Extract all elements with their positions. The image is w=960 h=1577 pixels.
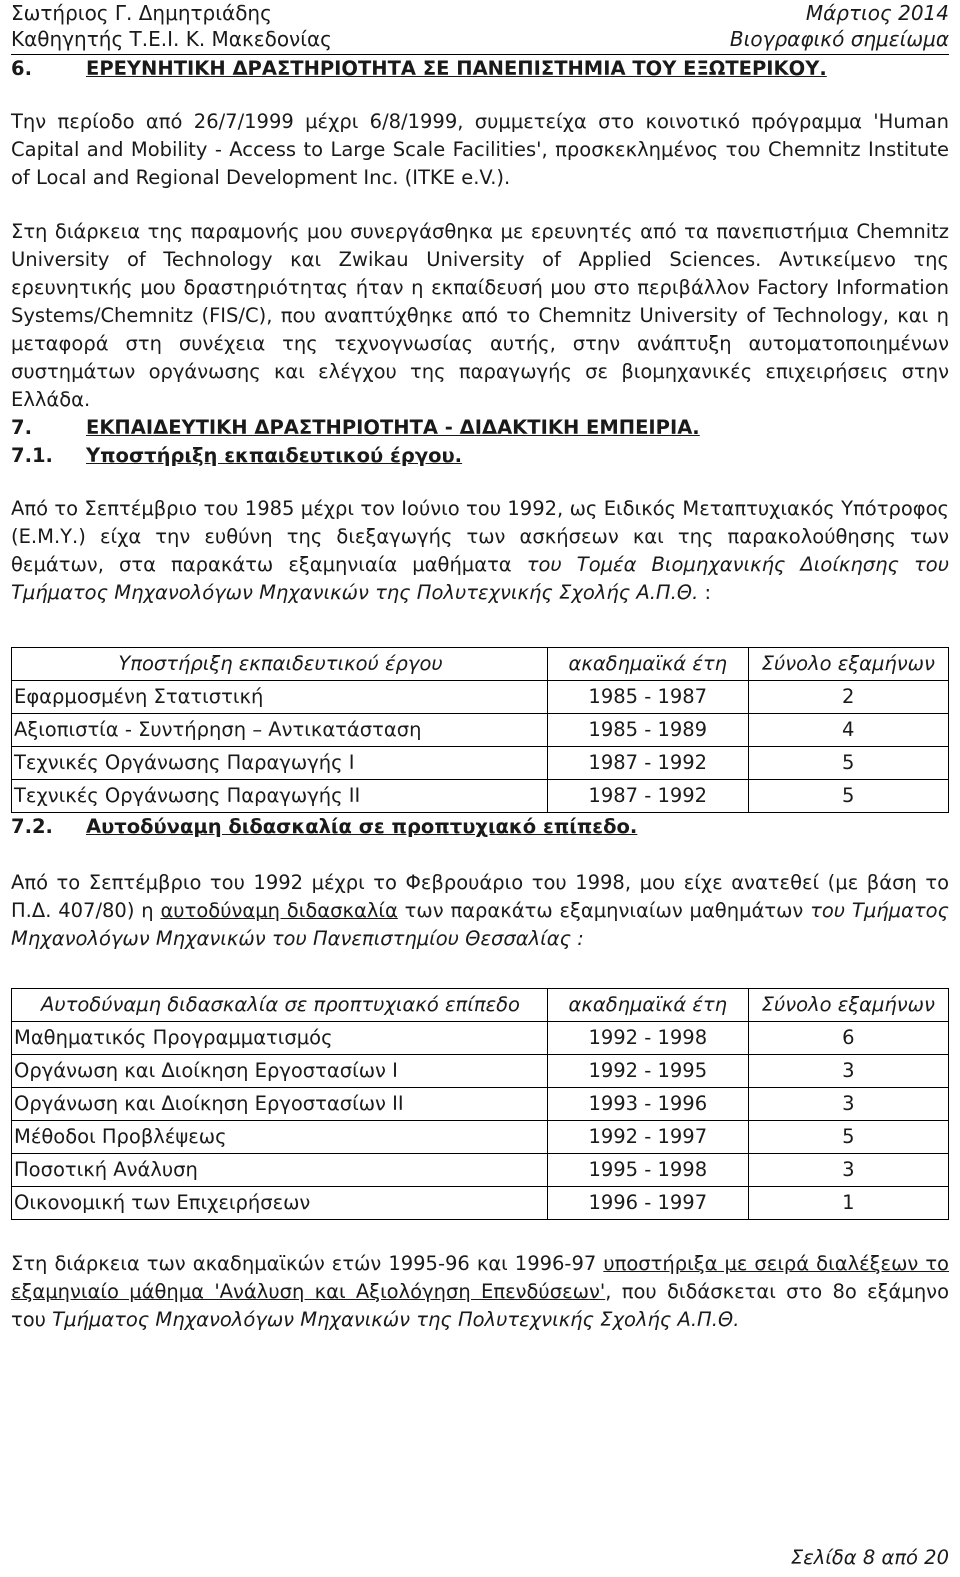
paragraph-end: : [698,581,712,604]
semesters-cell: 5 [748,747,948,780]
header-cell: Σύνολο εξαμήνων [748,648,948,681]
semesters-cell: 1 [748,1187,948,1220]
header-cell: Σύνολο εξαμήνων [748,989,948,1022]
table-row [12,1022,949,1055]
course-cell: Μέθοδοι Προβλέψεως [12,1121,548,1154]
section-7-2-final-paragraph [11,1250,949,1334]
section-number: 7.2. [11,815,53,838]
header-cell: Υποστήριξη εκπαιδευτικού έργου [12,648,548,681]
section-number: 6. [11,57,32,80]
semesters-cell: 6 [748,1022,948,1055]
paragraph-italic-text: Τμήματος Μηχανολόγων Μηχανικών της Πολυτεχνικής Σχολής Α.Π.Θ. [52,1308,740,1331]
section-7-2-paragraph [11,869,949,953]
years-cell: 1987 - 1992 [547,780,748,813]
paragraph-underlined-text: αυτοδύναμη διδασκαλία [160,899,398,922]
course-cell: Μαθηματικός Προγραμματισμός [12,1022,548,1055]
years-cell: 1996 - 1997 [548,1187,749,1220]
document-type: Βιογραφικό σημείωμα [729,27,949,51]
semesters-cell: 3 [748,1055,948,1088]
page-header [11,0,949,55]
paragraph-italic-text: του Τομέα Βιομηχανικής Διοίκησης του Τμήματος Μηχανολόγων Μηχανικών της Πολυτεχνικής Σχολής Α.Π.Θ. [11,553,949,604]
teaching-support-table [11,647,949,813]
page-number: Σελίδα 8 από 20 [790,1546,949,1569]
section-7-1-paragraph [11,495,949,607]
section-number: 7. [11,416,32,439]
course-cell: Οργάνωση και Διοίκηση Εργοστασίων ΙΙ [12,1088,548,1121]
years-cell: 1992 - 1995 [548,1055,749,1088]
section-title: ΕΚΠΑΙΔΕΥΤΙΚΗ ΔΡΑΣΤΗΡΙΟΤΗΤΑ - ΔΙΔΑΚΤΙΚΗ ΕΜΠΕΙΡΙΑ. [86,416,700,439]
section-title: Υποστήριξη εκπαιδευτικού έργου. [86,444,463,467]
course-cell: Οργάνωση και Διοίκηση Εργοστασίων Ι [12,1055,548,1088]
header-cell: Αυτοδύναμη διδασκαλία σε προπτυχιακό επίπεδο [12,989,548,1022]
table-row [12,1055,949,1088]
years-cell: 1985 - 1989 [547,714,748,747]
course-cell: Αξιοπιστία - Συντήρηση – Αντικατάσταση [12,714,548,747]
table-row [12,780,949,813]
header-left [11,0,332,52]
semesters-cell: 3 [748,1088,948,1121]
course-cell: Οικονομική των Επιχειρήσεων [12,1187,548,1220]
semesters-cell: 2 [748,681,948,714]
document-page [11,0,949,1334]
section-title: Αυτοδύναμη διδασκαλία σε προπτυχιακό επίπεδο. [86,815,638,838]
course-cell: Ποσοτική Ανάλυση [12,1154,548,1187]
table-row [12,681,949,714]
table-row [12,1154,949,1187]
table-row [12,1187,949,1220]
paragraph-text: Στη διάρκεια των ακαδημαϊκών ετών 1995-96 και 1996-97 [11,1252,604,1275]
table-row [12,1121,949,1154]
table-header-row [12,648,949,681]
years-cell: 1992 - 1997 [548,1121,749,1154]
section-6-paragraph-1: Την περίοδο από 26/7/1999 μέχρι 6/8/1999, συμμετείχα στο κοινοτικό πρόγραμμα 'Human Capital and Mobility - Access to Large Scale Facilities', προσκεκλημένος του Chemnitz Institute of Local and Regional Development Inc. (ITKE e.V.). [11,110,949,189]
section-7-1-heading [11,442,949,470]
years-cell: 1985 - 1987 [547,681,748,714]
semesters-cell: 4 [748,714,948,747]
table-header-row [12,989,949,1022]
independent-teaching-table [11,988,949,1220]
paragraph-text: , που διδάσκεται στο 8ο εξάμηνο του [11,1280,949,1331]
years-cell: 1987 - 1992 [547,747,748,780]
document-date: Μάρτιος 2014 [805,1,949,25]
header-right [730,0,949,52]
semesters-cell: 5 [748,780,948,813]
table-row [12,714,949,747]
header-cell: ακαδημαϊκά έτη [547,648,748,681]
table-row [12,747,949,780]
table-row [12,1088,949,1121]
section-number: 7.1. [11,444,53,467]
header-cell: ακαδημαϊκά έτη [548,989,749,1022]
paragraph-italic-text: του Τμήματος Μηχανολόγων Μηχανικών του Πανεπιστημίου Θεσσαλίας : [11,899,949,950]
paragraph-text: Από το Σεπτέμβριο του 1985 μέχρι τον Ιούνιο του 1992, ως Ειδικός Μεταπτυχιακός Υπότροφος (Ε.Μ.Υ.) είχα την ευθύνη της διεξαγωγής των ασκήσεων και της παρακολούθησης των θεμάτων, στα παρακάτω εξαμηνιαία μαθήματα [11,497,949,576]
section-title: ΕΡΕΥΝΗΤΙΚΗ ΔΡΑΣΤΗΡΙΟΤΗΤΑ ΣΕ ΠΑΝΕΠΙΣΤΗΜΙΑ ΤΟΥ ΕΞΩΤΕΡΙΚΟΥ. [86,57,827,80]
paragraph-underlined-text: υποστήριξα με σειρά διαλέξεων το εξαμηνιαίο μάθημα 'Ανάλυση και Αξιολόγηση Επενδύσεων' [11,1252,949,1303]
section-7-heading [11,414,949,442]
years-cell: 1992 - 1998 [548,1022,749,1055]
course-cell: Εφαρμοσμένη Στατιστική [12,681,548,714]
paragraph-text: Από το Σεπτέμβριο του 1992 μέχρι το Φεβρουάριο του 1998, μου είχε ανατεθεί (με βάση το Π.Δ. 407/80) η [11,871,949,922]
author-position: Καθηγητής Τ.Ε.Ι. Κ. Μακεδονίας [11,27,332,51]
years-cell: 1993 - 1996 [548,1088,749,1121]
years-cell: 1995 - 1998 [548,1154,749,1187]
semesters-cell: 5 [748,1121,948,1154]
author-name: Σωτήριος Γ. Δημητριάδης [11,1,272,25]
paragraph-text: των παρακάτω εξαμηνιαίων μαθημάτων [397,899,811,922]
course-cell: Τεχνικές Οργάνωσης Παραγωγής ΙΙ [12,780,548,813]
section-7-2-heading [11,813,949,841]
course-cell: Τεχνικές Οργάνωσης Παραγωγής Ι [12,747,548,780]
semesters-cell: 3 [748,1154,948,1187]
section-6-paragraph-2: Στη διάρκεια της παραμονής μου συνεργάσθηκα με ερευνητές από τα πανεπιστήμια Chemnitz University of Technology και Zwikau University of Applied Sciences. Αντικείμενο της ερευνητικής μου δραστηριότητας ήταν η εκπαίδευσή μου στο περιβάλλον Factory Information Systems/Chemnitz (FIS/C), που αναπτύχθηκε από το Chemnitz University of Technology, και η μεταφορά στη συνέχεια της τεχνογνωσίας αυτής, στην ανάπτυξη αυτοματοποιημένων συστημάτων οργάνωσης και ελέγχου της παραγωγής σε βιομηχανικές επιχειρήσεις στην Ελλάδα. [11,220,949,411]
section-6-heading [11,55,949,83]
